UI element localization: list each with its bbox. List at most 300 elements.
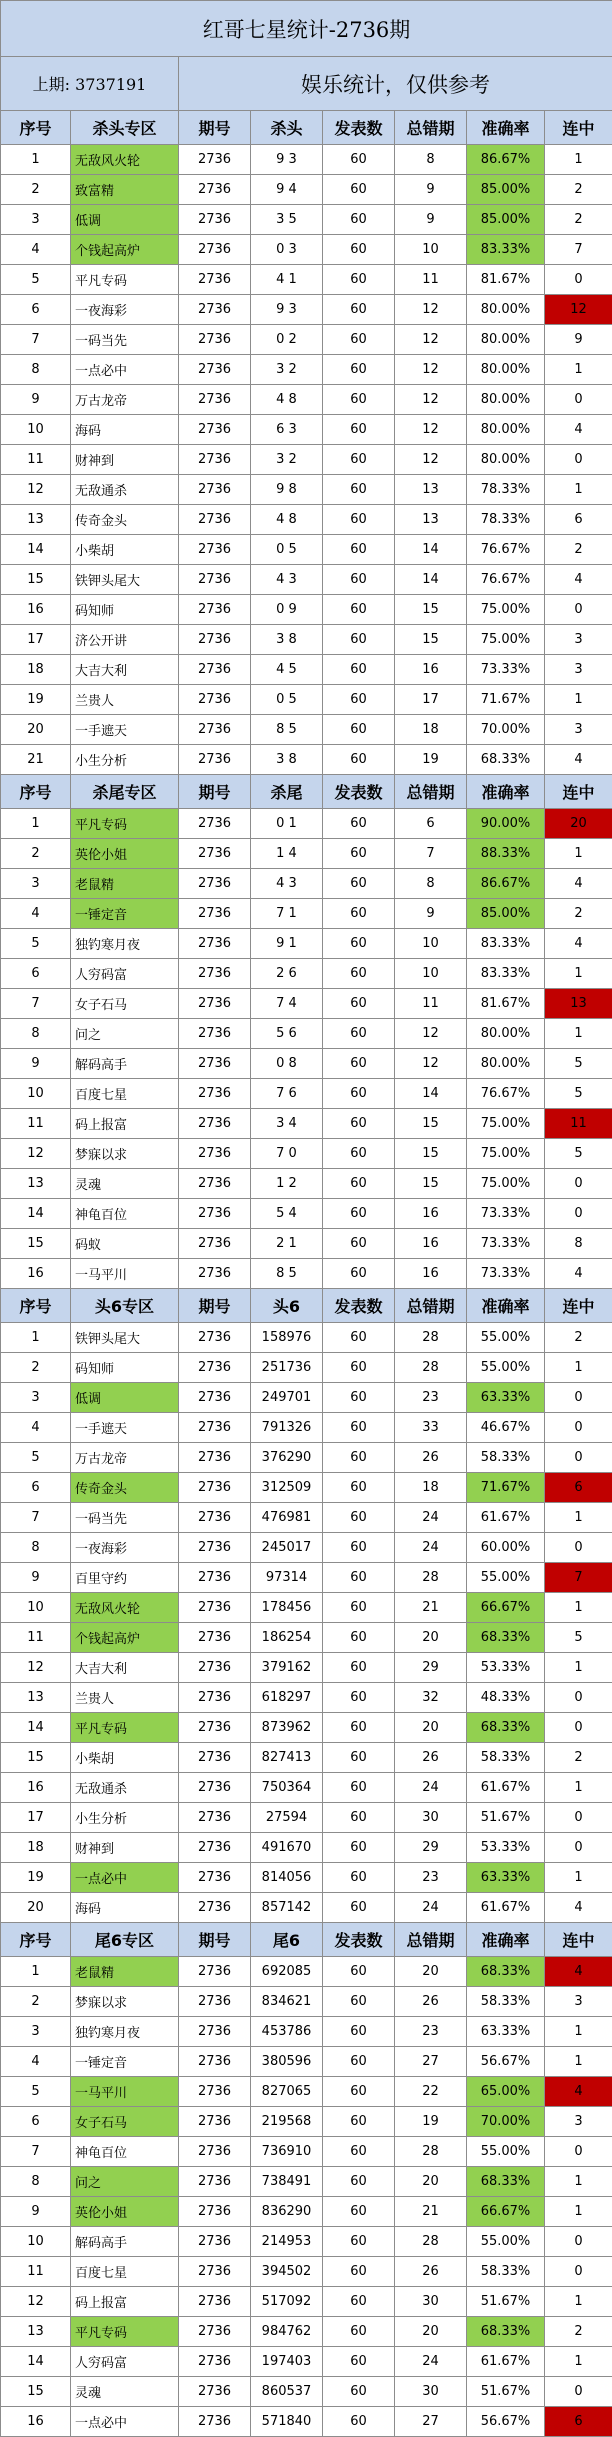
cell-issue: 2736 (179, 2407, 251, 2437)
cell-streak: 1 (545, 355, 612, 385)
cell-count: 60 (323, 595, 395, 625)
cell-misses: 27 (395, 2407, 467, 2437)
cell-issue: 2736 (179, 1593, 251, 1623)
cell-issue: 2736 (179, 1893, 251, 1923)
cell-issue: 2736 (179, 1443, 251, 1473)
cell-misses: 8 (395, 145, 467, 175)
table-row (1, 2287, 612, 2317)
cell-index: 14 (1, 1713, 71, 1743)
cell-count: 60 (323, 899, 395, 929)
cell-accuracy: 75.00% (467, 1109, 545, 1139)
cell-misses: 20 (395, 1957, 467, 1987)
cell-index: 13 (1, 1169, 71, 1199)
cell-numbers: 738491 (251, 2167, 323, 2197)
cell-misses: 8 (395, 869, 467, 899)
cell-numbers: 3 8 (251, 745, 323, 775)
cell-numbers: 219568 (251, 2107, 323, 2137)
cell-accuracy: 68.33% (467, 2167, 545, 2197)
table-row (1, 1863, 612, 1893)
cell-numbers: 197403 (251, 2347, 323, 2377)
cell-count: 60 (323, 2197, 395, 2227)
cell-count: 60 (323, 1503, 395, 1533)
cell-streak: 2 (545, 1743, 612, 1773)
cell-numbers: 814056 (251, 1863, 323, 1893)
cell-streak: 3 (545, 715, 612, 745)
table-row (1, 1503, 612, 1533)
cell-numbers: 750364 (251, 1773, 323, 1803)
cell-index: 3 (1, 205, 71, 235)
table-row (1, 1773, 612, 1803)
cell-streak: 0 (545, 1383, 612, 1413)
cell-accuracy: 85.00% (467, 175, 545, 205)
cell-index: 15 (1, 565, 71, 595)
cell-count: 60 (323, 1803, 395, 1833)
cell-count: 60 (323, 2017, 395, 2047)
cell-numbers: 3 2 (251, 355, 323, 385)
table-row (1, 989, 612, 1019)
cell-name: 解码高手 (71, 1049, 179, 1079)
column-header-streak: 连中 (545, 1289, 612, 1323)
cell-index: 13 (1, 2317, 71, 2347)
cell-streak: 0 (545, 2227, 612, 2257)
table-row (1, 959, 612, 989)
cell-streak: 3 (545, 655, 612, 685)
cell-index: 9 (1, 1049, 71, 1079)
cell-index: 10 (1, 415, 71, 445)
cell-issue: 2736 (179, 2107, 251, 2137)
cell-streak: 2 (545, 205, 612, 235)
cell-index: 8 (1, 355, 71, 385)
cell-count: 60 (323, 1683, 395, 1713)
cell-numbers: 0 8 (251, 1049, 323, 1079)
cell-streak: 12 (545, 295, 612, 325)
cell-streak: 1 (545, 1863, 612, 1893)
section-header-row (1, 775, 612, 809)
cell-name: 海码 (71, 1893, 179, 1923)
column-header-name: 杀头专区 (71, 111, 179, 145)
cell-streak: 1 (545, 475, 612, 505)
cell-issue: 2736 (179, 505, 251, 535)
cell-numbers: 7 0 (251, 1139, 323, 1169)
cell-index: 6 (1, 2107, 71, 2137)
cell-issue: 2736 (179, 1353, 251, 1383)
column-header-numbers: 杀头 (251, 111, 323, 145)
cell-numbers: 7 4 (251, 989, 323, 1019)
cell-count: 60 (323, 1713, 395, 1743)
cell-numbers: 97314 (251, 1563, 323, 1593)
cell-numbers: 3 2 (251, 445, 323, 475)
cell-name: 传奇金头 (71, 1473, 179, 1503)
table-row (1, 1169, 612, 1199)
cell-count: 60 (323, 235, 395, 265)
cell-name: 小生分析 (71, 745, 179, 775)
table-row (1, 2257, 612, 2287)
cell-streak: 0 (545, 385, 612, 415)
cell-count: 60 (323, 1623, 395, 1653)
cell-name: 解码高手 (71, 2227, 179, 2257)
cell-streak: 0 (545, 265, 612, 295)
table-row (1, 1563, 612, 1593)
cell-name: 码蚁 (71, 1229, 179, 1259)
cell-streak: 2 (545, 175, 612, 205)
cell-accuracy: 60.00% (467, 1533, 545, 1563)
cell-index: 10 (1, 1079, 71, 1109)
cell-name: 码上报富 (71, 1109, 179, 1139)
cell-count: 60 (323, 415, 395, 445)
cell-index: 4 (1, 2047, 71, 2077)
cell-count: 60 (323, 325, 395, 355)
cell-count: 60 (323, 685, 395, 715)
cell-misses: 33 (395, 1413, 467, 1443)
cell-accuracy: 63.33% (467, 2017, 545, 2047)
cell-count: 60 (323, 355, 395, 385)
cell-index: 3 (1, 869, 71, 899)
cell-misses: 19 (395, 2107, 467, 2137)
cell-numbers: 491670 (251, 1833, 323, 1863)
cell-numbers: 857142 (251, 1893, 323, 1923)
cell-index: 11 (1, 445, 71, 475)
column-header-issue: 期号 (179, 775, 251, 809)
cell-issue: 2736 (179, 2047, 251, 2077)
cell-accuracy: 66.67% (467, 1593, 545, 1623)
column-header-misses: 总错期 (395, 111, 467, 145)
cell-count: 60 (323, 445, 395, 475)
cell-misses: 28 (395, 1353, 467, 1383)
cell-misses: 27 (395, 2047, 467, 2077)
cell-numbers: 158976 (251, 1323, 323, 1353)
column-header-index: 序号 (1, 111, 71, 145)
cell-count: 60 (323, 1229, 395, 1259)
cell-index: 7 (1, 1503, 71, 1533)
cell-issue: 2736 (179, 565, 251, 595)
cell-accuracy: 73.33% (467, 655, 545, 685)
cell-name: 致富精 (71, 175, 179, 205)
cell-name: 财神到 (71, 445, 179, 475)
cell-index: 1 (1, 1323, 71, 1353)
cell-index: 17 (1, 625, 71, 655)
cell-name: 人穷码富 (71, 959, 179, 989)
cell-name: 人穷码富 (71, 2347, 179, 2377)
cell-count: 60 (323, 1169, 395, 1199)
cell-streak: 0 (545, 595, 612, 625)
cell-name: 传奇金头 (71, 505, 179, 535)
column-header-streak: 连中 (545, 775, 612, 809)
table-row (1, 1199, 612, 1229)
cell-issue: 2736 (179, 1139, 251, 1169)
cell-accuracy: 55.00% (467, 1323, 545, 1353)
cell-streak: 0 (545, 1443, 612, 1473)
cell-index: 9 (1, 1563, 71, 1593)
cell-issue: 2736 (179, 2077, 251, 2107)
cell-numbers: 2 6 (251, 959, 323, 989)
cell-count: 60 (323, 715, 395, 745)
cell-name: 万古龙帝 (71, 1443, 179, 1473)
cell-misses: 14 (395, 535, 467, 565)
title-row (1, 1, 612, 57)
cell-numbers: 4 1 (251, 265, 323, 295)
cell-count: 60 (323, 1259, 395, 1289)
cell-count: 60 (323, 1563, 395, 1593)
cell-index: 17 (1, 1803, 71, 1833)
table-row (1, 385, 612, 415)
table-row (1, 1019, 612, 1049)
cell-accuracy: 80.00% (467, 415, 545, 445)
cell-name: 百度七星 (71, 1079, 179, 1109)
cell-index: 9 (1, 2197, 71, 2227)
table-row (1, 295, 612, 325)
cell-count: 60 (323, 1863, 395, 1893)
table-row (1, 715, 612, 745)
cell-streak: 4 (545, 415, 612, 445)
cell-count: 60 (323, 1199, 395, 1229)
cell-issue: 2736 (179, 325, 251, 355)
cell-numbers: 4 8 (251, 505, 323, 535)
cell-name: 平凡专码 (71, 809, 179, 839)
cell-count: 60 (323, 1019, 395, 1049)
cell-misses: 12 (395, 1049, 467, 1079)
cell-index: 16 (1, 1259, 71, 1289)
cell-index: 18 (1, 655, 71, 685)
column-header-index: 序号 (1, 775, 71, 809)
table-row (1, 2077, 612, 2107)
cell-accuracy: 81.67% (467, 265, 545, 295)
cell-misses: 14 (395, 1079, 467, 1109)
cell-misses: 28 (395, 1563, 467, 1593)
cell-count: 60 (323, 1049, 395, 1079)
cell-count: 60 (323, 1773, 395, 1803)
cell-misses: 15 (395, 1109, 467, 1139)
cell-issue: 2736 (179, 2347, 251, 2377)
cell-name: 无敌风火轮 (71, 1593, 179, 1623)
cell-name: 一点必中 (71, 355, 179, 385)
cell-issue: 2736 (179, 1169, 251, 1199)
column-header-accuracy: 准确率 (467, 1289, 545, 1323)
cell-accuracy: 80.00% (467, 355, 545, 385)
cell-accuracy: 83.33% (467, 235, 545, 265)
cell-name: 无敌通杀 (71, 475, 179, 505)
column-header-misses: 总错期 (395, 1289, 467, 1323)
cell-count: 60 (323, 1323, 395, 1353)
cell-accuracy: 58.33% (467, 2257, 545, 2287)
cell-streak: 3 (545, 2107, 612, 2137)
cell-name: 码知师 (71, 595, 179, 625)
cell-index: 3 (1, 1383, 71, 1413)
cell-numbers: 0 3 (251, 235, 323, 265)
page-title: 红哥七星统计-2736期 (1, 1, 612, 57)
table-row (1, 1893, 612, 1923)
cell-issue: 2736 (179, 1229, 251, 1259)
cell-misses: 12 (395, 385, 467, 415)
cell-streak: 1 (545, 2197, 612, 2227)
table-row (1, 869, 612, 899)
cell-count: 60 (323, 1833, 395, 1863)
cell-accuracy: 48.33% (467, 1683, 545, 1713)
table-row (1, 1229, 612, 1259)
cell-streak: 3 (545, 625, 612, 655)
cell-issue: 2736 (179, 235, 251, 265)
cell-index: 5 (1, 929, 71, 959)
cell-issue: 2736 (179, 2287, 251, 2317)
cell-index: 2 (1, 175, 71, 205)
cell-name: 平凡专码 (71, 1713, 179, 1743)
cell-issue: 2736 (179, 809, 251, 839)
cell-name: 一马平川 (71, 2077, 179, 2107)
cell-issue: 2736 (179, 929, 251, 959)
cell-accuracy: 73.33% (467, 1229, 545, 1259)
cell-count: 60 (323, 1957, 395, 1987)
cell-count: 60 (323, 809, 395, 839)
cell-name: 低调 (71, 1383, 179, 1413)
cell-accuracy: 85.00% (467, 899, 545, 929)
table-row (1, 1743, 612, 1773)
cell-count: 60 (323, 1653, 395, 1683)
previous-draw-label: 上期: 3737191 (1, 57, 179, 111)
cell-accuracy: 80.00% (467, 445, 545, 475)
column-header-streak: 连中 (545, 111, 612, 145)
table-row (1, 1049, 612, 1079)
cell-count: 60 (323, 959, 395, 989)
table-row (1, 235, 612, 265)
cell-misses: 9 (395, 175, 467, 205)
cell-accuracy: 56.67% (467, 2047, 545, 2077)
cell-index: 2 (1, 1353, 71, 1383)
cell-misses: 18 (395, 1473, 467, 1503)
cell-name: 低调 (71, 205, 179, 235)
cell-name: 个钱起高炉 (71, 235, 179, 265)
table-row (1, 1833, 612, 1863)
cell-numbers: 791326 (251, 1413, 323, 1443)
cell-name: 灵魂 (71, 1169, 179, 1199)
cell-count: 60 (323, 565, 395, 595)
cell-numbers: 0 2 (251, 325, 323, 355)
cell-streak: 2 (545, 535, 612, 565)
cell-index: 11 (1, 2257, 71, 2287)
cell-index: 5 (1, 2077, 71, 2107)
cell-accuracy: 75.00% (467, 1169, 545, 1199)
cell-accuracy: 51.67% (467, 1803, 545, 1833)
cell-streak: 5 (545, 1049, 612, 1079)
cell-accuracy: 83.33% (467, 929, 545, 959)
cell-name: 一点必中 (71, 2407, 179, 2437)
cell-accuracy: 63.33% (467, 1863, 545, 1893)
cell-streak: 20 (545, 809, 612, 839)
cell-index: 20 (1, 715, 71, 745)
table-row (1, 265, 612, 295)
cell-count: 60 (323, 535, 395, 565)
cell-name: 万古龙帝 (71, 385, 179, 415)
cell-streak: 1 (545, 1653, 612, 1683)
cell-numbers: 476981 (251, 1503, 323, 1533)
cell-issue: 2736 (179, 1503, 251, 1533)
cell-misses: 7 (395, 839, 467, 869)
cell-index: 4 (1, 899, 71, 929)
cell-numbers: 0 1 (251, 809, 323, 839)
cell-count: 60 (323, 145, 395, 175)
cell-misses: 17 (395, 685, 467, 715)
cell-count: 60 (323, 2317, 395, 2347)
cell-issue: 2736 (179, 685, 251, 715)
cell-count: 60 (323, 2167, 395, 2197)
cell-index: 7 (1, 989, 71, 1019)
cell-misses: 24 (395, 1893, 467, 1923)
cell-streak: 0 (545, 1683, 612, 1713)
cell-misses: 12 (395, 295, 467, 325)
cell-numbers: 618297 (251, 1683, 323, 1713)
cell-accuracy: 61.67% (467, 1773, 545, 1803)
cell-count: 60 (323, 1533, 395, 1563)
cell-numbers: 8 5 (251, 715, 323, 745)
cell-issue: 2736 (179, 1109, 251, 1139)
cell-misses: 29 (395, 1653, 467, 1683)
cell-issue: 2736 (179, 1413, 251, 1443)
cell-count: 60 (323, 2347, 395, 2377)
cell-issue: 2736 (179, 959, 251, 989)
cell-name: 济公开讲 (71, 625, 179, 655)
cell-name: 兰贵人 (71, 685, 179, 715)
cell-accuracy: 80.00% (467, 385, 545, 415)
cell-name: 小柴胡 (71, 1743, 179, 1773)
cell-index: 13 (1, 505, 71, 535)
cell-index: 5 (1, 1443, 71, 1473)
cell-numbers: 3 8 (251, 625, 323, 655)
cell-numbers: 1 2 (251, 1169, 323, 1199)
cell-numbers: 5 6 (251, 1019, 323, 1049)
table-row (1, 355, 612, 385)
cell-accuracy: 76.67% (467, 1079, 545, 1109)
cell-count: 60 (323, 2257, 395, 2287)
cell-issue: 2736 (179, 1743, 251, 1773)
cell-streak: 0 (545, 1413, 612, 1443)
cell-misses: 16 (395, 1229, 467, 1259)
cell-numbers: 0 5 (251, 685, 323, 715)
cell-index: 15 (1, 1229, 71, 1259)
table-row (1, 2377, 612, 2407)
cell-numbers: 178456 (251, 1593, 323, 1623)
cell-issue: 2736 (179, 2317, 251, 2347)
cell-accuracy: 88.33% (467, 839, 545, 869)
cell-name: 财神到 (71, 1833, 179, 1863)
cell-name: 问之 (71, 1019, 179, 1049)
cell-numbers: 376290 (251, 1443, 323, 1473)
table-row (1, 1353, 612, 1383)
table-row (1, 1323, 612, 1353)
cell-index: 9 (1, 385, 71, 415)
cell-numbers: 836290 (251, 2197, 323, 2227)
cell-count: 60 (323, 2137, 395, 2167)
cell-streak: 6 (545, 2407, 612, 2437)
cell-misses: 23 (395, 1383, 467, 1413)
table-row (1, 145, 612, 175)
cell-accuracy: 71.67% (467, 685, 545, 715)
column-header-numbers: 头6 (251, 1289, 323, 1323)
table-row (1, 2047, 612, 2077)
cell-misses: 15 (395, 1169, 467, 1199)
cell-issue: 2736 (179, 2167, 251, 2197)
cell-streak: 4 (545, 1893, 612, 1923)
cell-issue: 2736 (179, 385, 251, 415)
cell-issue: 2736 (179, 1863, 251, 1893)
cell-name: 平凡专码 (71, 2317, 179, 2347)
cell-name: 铁钾头尾大 (71, 565, 179, 595)
cell-name: 大吉大利 (71, 655, 179, 685)
cell-name: 一手遮天 (71, 715, 179, 745)
table-row (1, 2017, 612, 2047)
cell-misses: 10 (395, 235, 467, 265)
table-row (1, 1139, 612, 1169)
cell-accuracy: 86.67% (467, 869, 545, 899)
cell-numbers: 7 1 (251, 899, 323, 929)
cell-misses: 12 (395, 325, 467, 355)
